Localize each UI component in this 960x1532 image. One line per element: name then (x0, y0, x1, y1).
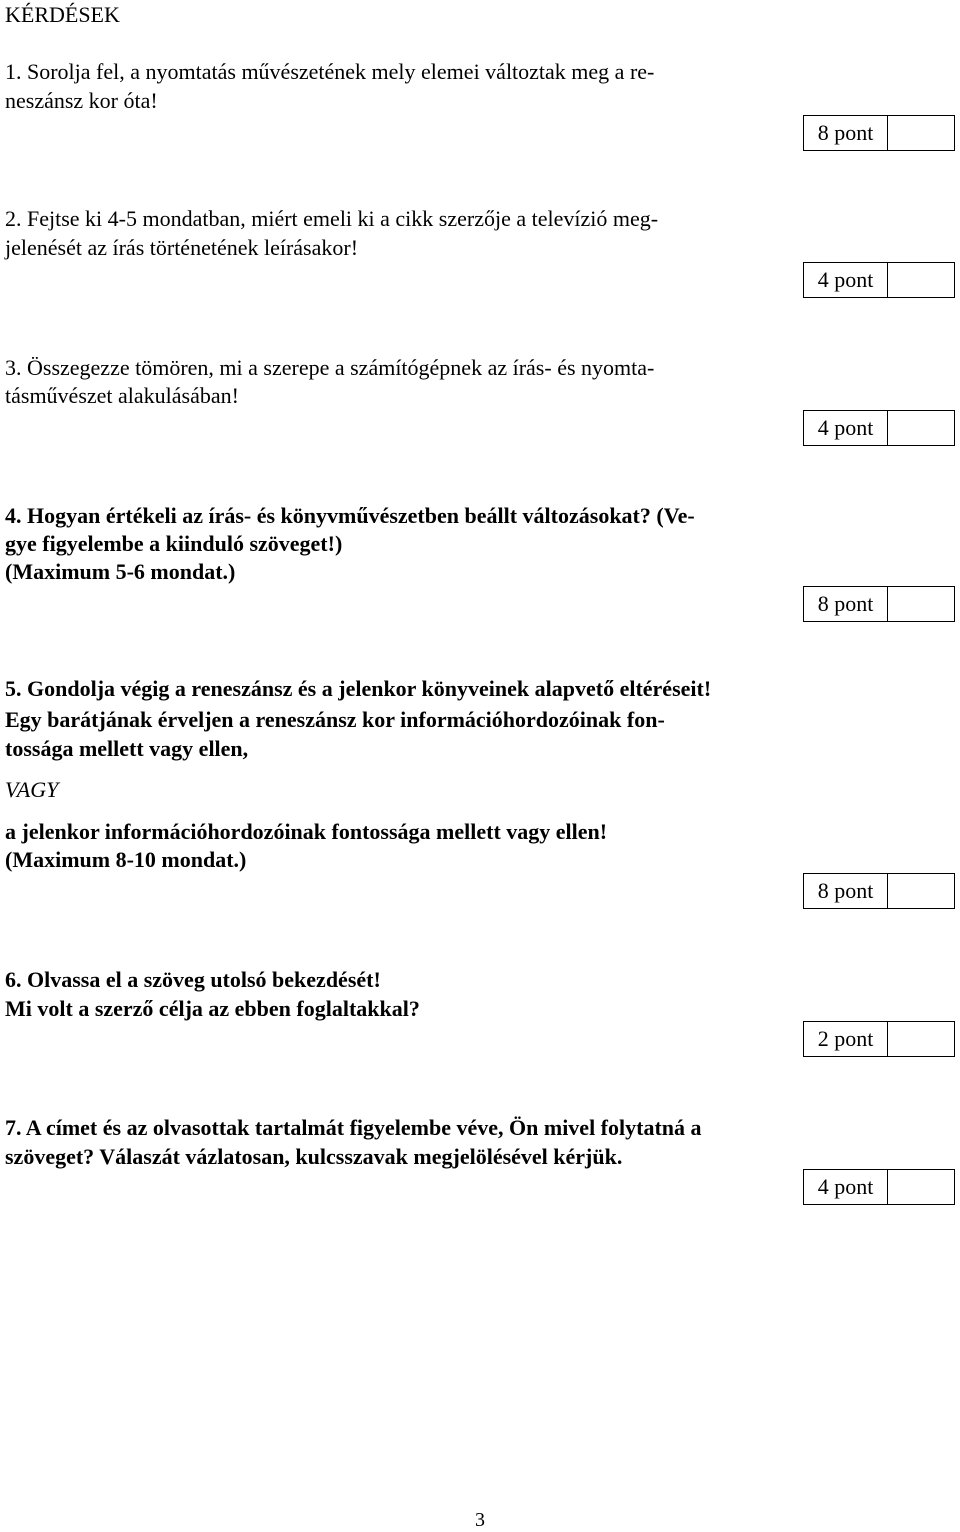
question-5-line-3: tossága mellett vagy ellen, (5, 736, 249, 761)
question-7-line-2: szöveget? Válaszát vázlatosan, kulcsszavak megjelölésével kérjük. (5, 1144, 623, 1169)
question-6-score-label: 2 pont (804, 1022, 888, 1056)
question-3-score (803, 410, 955, 446)
question-5-line-5: (Maximum 8-10 mondat.) (5, 847, 247, 872)
question-5-score-label: 8 pont (804, 874, 888, 908)
question-4-score-label: 8 pont (804, 587, 888, 621)
question-6-line-1: 6. Olvassa el a szöveg utolsó bekezdését! (5, 967, 381, 992)
question-6-score-field[interactable] (888, 1022, 954, 1056)
question-3-score-field[interactable] (888, 411, 954, 445)
question-4-line-1: 4. Hogyan értékeli az írás- és könyvművészetben beállt változásokat? (Ve- (5, 503, 695, 528)
question-3-line-2: tásművészet alakulásában! (5, 383, 239, 408)
question-2-score-field[interactable] (888, 263, 954, 297)
question-6-line-2: Mi volt a szerző célja az ebben foglaltakkal? (5, 996, 420, 1021)
question-1-line-2: neszánsz kor óta! (5, 88, 158, 113)
question-4-line-3: (Maximum 5-6 mondat.) (5, 559, 236, 584)
question-5-line-4: a jelenkor információhordozóinak fontossága mellett vagy ellen! (5, 819, 608, 844)
question-5-score-field[interactable] (888, 874, 954, 908)
page-heading: KÉRDÉSEK (5, 2, 120, 27)
question-5-line-1: 5. Gondolja végig a reneszánsz és a jelenkor könyveinek alapvető eltéréseit! (5, 676, 712, 701)
question-5-score (803, 873, 955, 909)
question-4-score (803, 586, 955, 622)
question-2-score (803, 262, 955, 298)
question-1-line-1: 1. Sorolja fel, a nyomtatás művészetének mely elemei változtak meg a re- (5, 59, 655, 84)
question-5-or-label: VAGY (5, 777, 59, 802)
question-1-score-label: 8 pont (804, 116, 888, 150)
question-7-score (803, 1169, 955, 1205)
question-2-score-label: 4 pont (804, 263, 888, 297)
question-4-line-2: gye figyelembe a kiinduló szöveget!) (5, 531, 343, 556)
question-2-line-1: 2. Fejtse ki 4-5 mondatban, miért emeli ki a cikk szerzője a televízió meg- (5, 206, 659, 231)
question-7-line-1: 7. A címet és az olvasottak tartalmát figyelembe véve, Ön mivel folytatná a (5, 1115, 702, 1140)
question-3-score-label: 4 pont (804, 411, 888, 445)
question-6-score (803, 1021, 955, 1057)
question-3-line-1: 3. Összegezze tömören, mi a szerepe a számítógépnek az írás- és nyomta- (5, 355, 655, 380)
question-5-line-2: Egy barátjának érveljen a reneszánsz kor információhordozóinak fon- (5, 707, 665, 732)
question-1-score-field[interactable] (888, 116, 954, 150)
question-7-score-field[interactable] (888, 1170, 954, 1204)
question-7-score-label: 4 pont (804, 1170, 888, 1204)
question-4-score-field[interactable] (888, 587, 954, 621)
page-number: 3 (475, 1509, 485, 1531)
question-1-score (803, 115, 955, 151)
question-2-line-2: jelenését az írás történetének leírásakor! (5, 235, 359, 260)
